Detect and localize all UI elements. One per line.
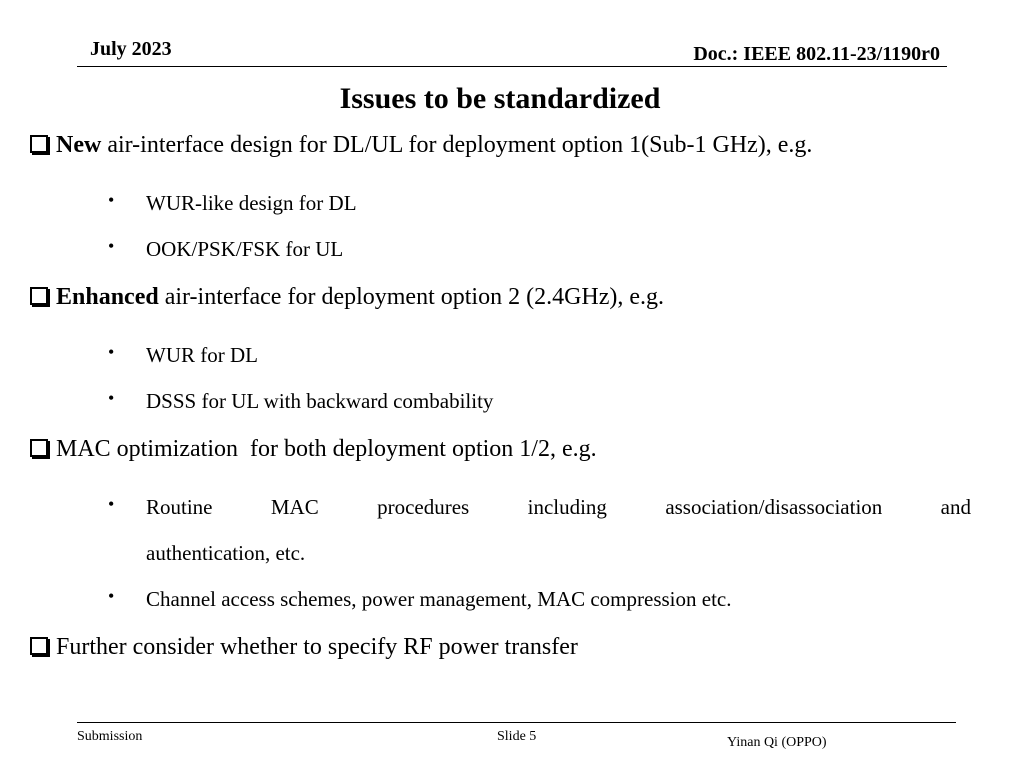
checkbox-bullet-icon (30, 439, 48, 457)
word: procedures (377, 495, 470, 519)
checkbox-bullet-icon (30, 637, 48, 655)
bullet-new (30, 132, 812, 159)
sub-bullet-text: WUR-like design for DL (146, 191, 357, 215)
sub-bullet (108, 586, 732, 612)
dot-bullet-icon: • (108, 342, 115, 362)
sub-bullet-text: Channel access schemes, power management, MAC compression etc. (146, 587, 732, 611)
sub-bullet (108, 388, 494, 414)
header-doc-id: Doc.: IEEE 802.11-23/1190r0 (693, 43, 940, 65)
bullet-mac-optimization (30, 436, 597, 463)
word: MAC (270, 495, 319, 519)
bullet-rf-power (30, 634, 578, 661)
sub-bullet-justified (108, 494, 971, 520)
dot-bullet-icon: • (108, 388, 115, 408)
bullet-text: Further consider whether to specify RF power transfer (56, 634, 578, 660)
footer-submission: Submission (77, 729, 143, 744)
sub-bullet (108, 342, 258, 368)
bullet-bold-enhanced: Enhanced (56, 284, 159, 310)
bullet-bold-new: New (56, 132, 102, 158)
dot-bullet-icon: • (108, 586, 115, 606)
dot-bullet-icon: • (108, 190, 115, 210)
sub-bullet-text: WUR for DL (146, 343, 258, 367)
word: Routine (146, 495, 213, 519)
bullet-enhanced (30, 284, 664, 311)
sub-bullet-text: DSSS for UL with backward combability (146, 389, 494, 413)
dot-bullet-icon: • (108, 236, 115, 256)
word: association/disassociation (665, 495, 883, 519)
footer-rule (77, 722, 956, 723)
header-date: July 2023 (90, 38, 172, 60)
sub-bullet (108, 236, 344, 262)
word: and (940, 495, 971, 519)
bullet-text: air-interface for deployment option 2 (2.4GHz), e.g. (158, 284, 665, 310)
bullet-text: MAC optimization for both deployment option 1/2, e.g. (56, 436, 597, 462)
sub-bullet-continuation: authentication, etc. (146, 541, 306, 565)
dot-bullet-icon: • (108, 494, 115, 514)
word: including (527, 495, 607, 519)
footer-slide-number: Slide 5 (497, 729, 537, 744)
sub-bullet (108, 190, 357, 216)
footer-author: Yinan Qi (OPPO) (727, 735, 827, 750)
checkbox-bullet-icon (30, 287, 48, 305)
bullet-text: air-interface design for DL/UL for deployment option 1(Sub-1 GHz), e.g. (101, 132, 813, 158)
header-rule (77, 66, 947, 67)
slide-title: Issues to be standardized (339, 82, 661, 115)
sub-bullet-text: OOK/PSK/FSK for UL (146, 237, 344, 261)
checkbox-bullet-icon (30, 135, 48, 153)
